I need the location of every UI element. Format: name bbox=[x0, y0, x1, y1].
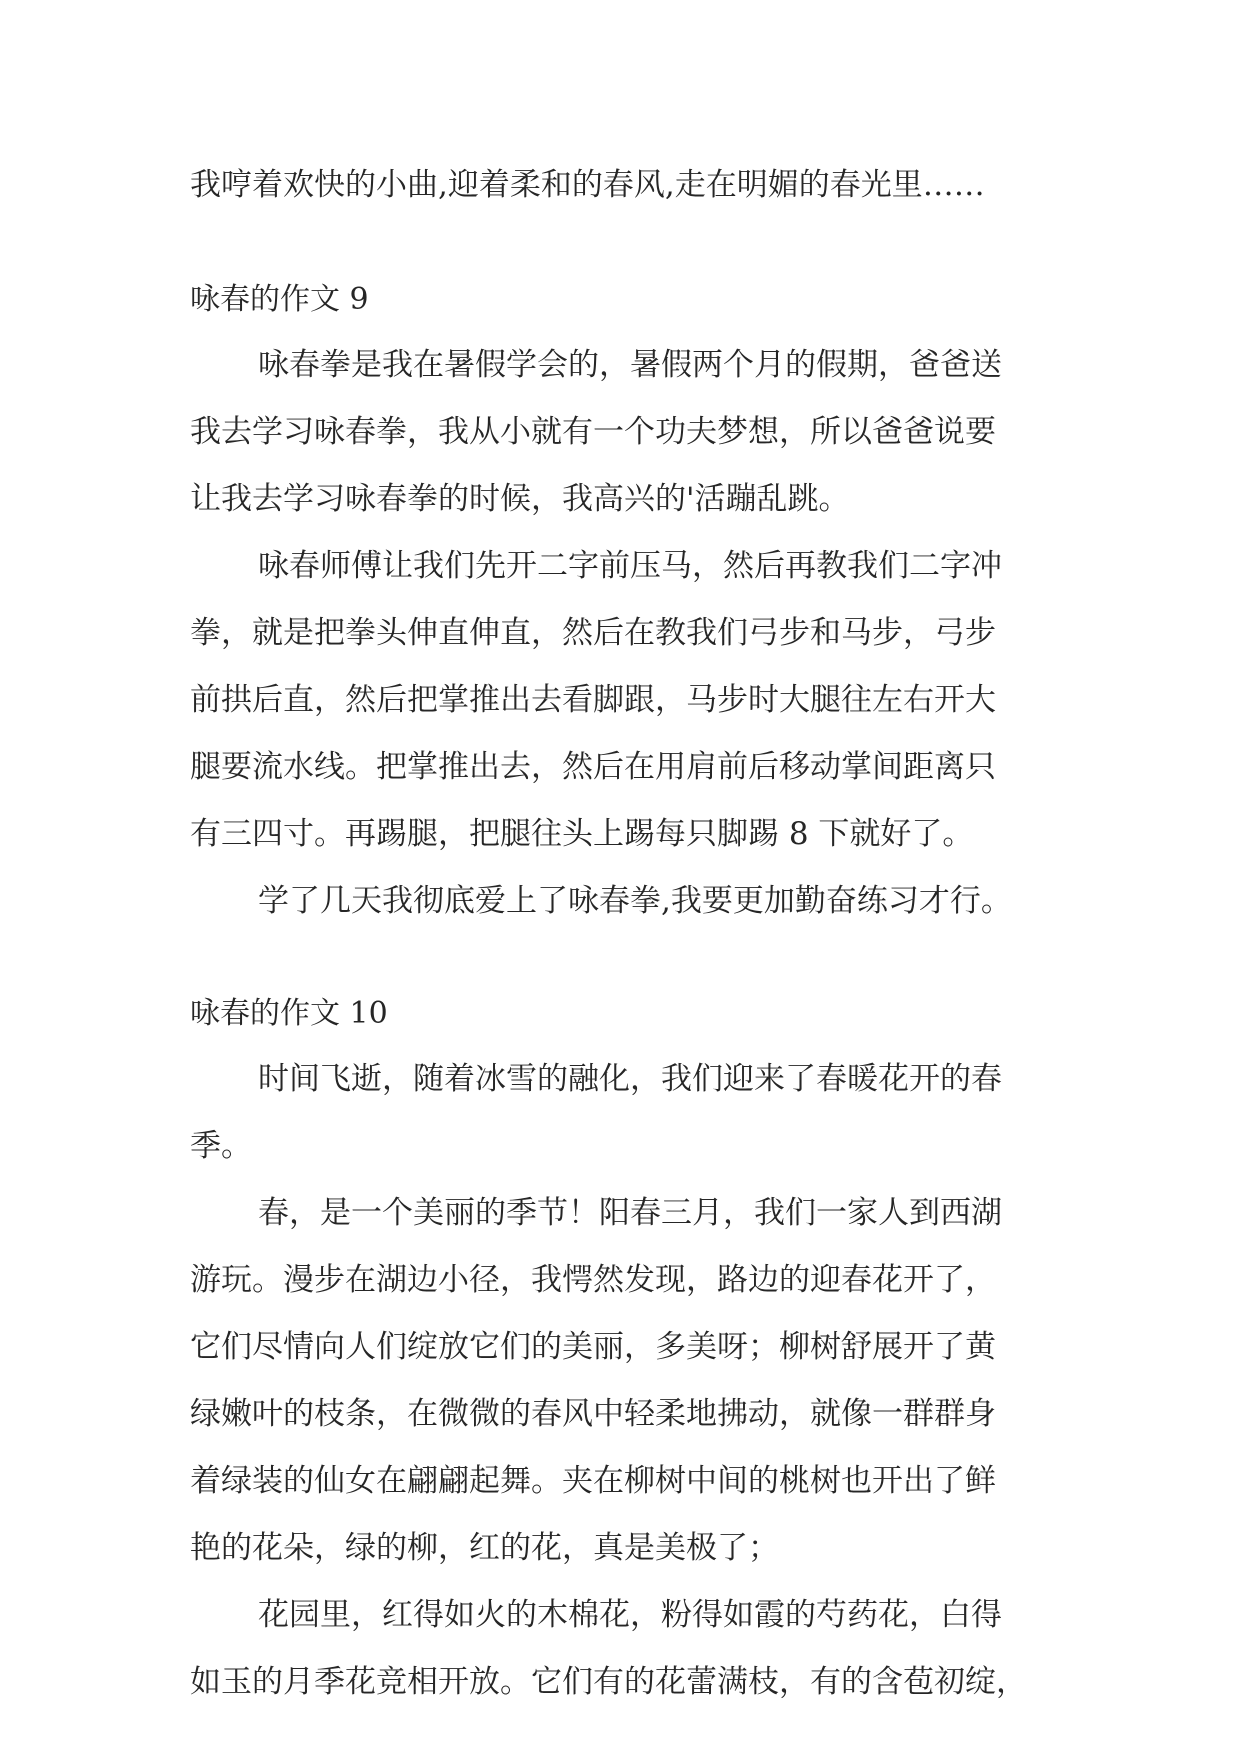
paragraph-line: 我去学习咏春拳，我从小就有一个功夫梦想，所以爸爸说要 bbox=[190, 414, 996, 450]
section-title: 咏春的作文 9 bbox=[190, 282, 369, 317]
paragraph-line: 学了几天我彻底爱上了咏春拳,我要更加勤奋练习才行。 bbox=[258, 883, 1012, 919]
paragraph-line: 咏春拳是我在暑假学会的，暑假两个月的假期，爸爸送 bbox=[258, 347, 1002, 383]
paragraph-line: 艳的花朵，绿的柳，红的花，真是美极了； bbox=[190, 1530, 779, 1566]
paragraph-line: 有三四寸。再踢腿，把腿往头上踢每只脚踢 8 下就好了。 bbox=[190, 816, 974, 852]
paragraph-line: 让我去学习咏春拳的时候，我高兴的'活蹦乱跳。 bbox=[190, 481, 850, 517]
intro-line: 我哼着欢快的小曲,迎着柔和的春风,走在明媚的春光里…… bbox=[190, 167, 985, 203]
paragraph-line: 季。 bbox=[190, 1128, 252, 1164]
paragraph-line: 腿要流水线。把掌推出去，然后在用肩前后移动掌间距离只 bbox=[190, 749, 996, 785]
paragraph-line: 它们尽情向人们绽放它们的美丽，多美呀；柳树舒展开了黄 bbox=[190, 1329, 996, 1365]
paragraph-line: 着绿装的仙女在翩翩起舞。夹在柳树中间的桃树也开出了鲜 bbox=[190, 1463, 996, 1499]
paragraph-line: 绿嫩叶的枝条，在微微的春风中轻柔地拂动，就像一群群身 bbox=[190, 1396, 996, 1432]
paragraph-line: 春，是一个美丽的季节！阳春三月，我们一家人到西湖 bbox=[258, 1195, 1002, 1231]
section-title: 咏春的作文 10 bbox=[190, 996, 388, 1031]
paragraph-line: 时间飞逝，随着冰雪的融化，我们迎来了春暖花开的春 bbox=[258, 1061, 1002, 1097]
paragraph-line: 花园里，红得如火的木棉花，粉得如霞的芍药花，白得 bbox=[258, 1597, 1002, 1633]
paragraph-line: 拳，就是把拳头伸直伸直，然后在教我们弓步和马步，弓步 bbox=[190, 615, 996, 651]
paragraph-line: 游玩。漫步在湖边小径，我愕然发现，路边的迎春花开了， bbox=[190, 1262, 996, 1298]
paragraph-line: 前拱后直，然后把掌推出去看脚跟，马步时大腿往左右开大 bbox=[190, 682, 996, 718]
paragraph-line: 如玉的月季花竞相开放。它们有的花蕾满枝，有的含苞初绽， bbox=[190, 1664, 1027, 1700]
paragraph-line: 咏春师傅让我们先开二字前压马，然后再教我们二字冲 bbox=[258, 548, 1002, 584]
